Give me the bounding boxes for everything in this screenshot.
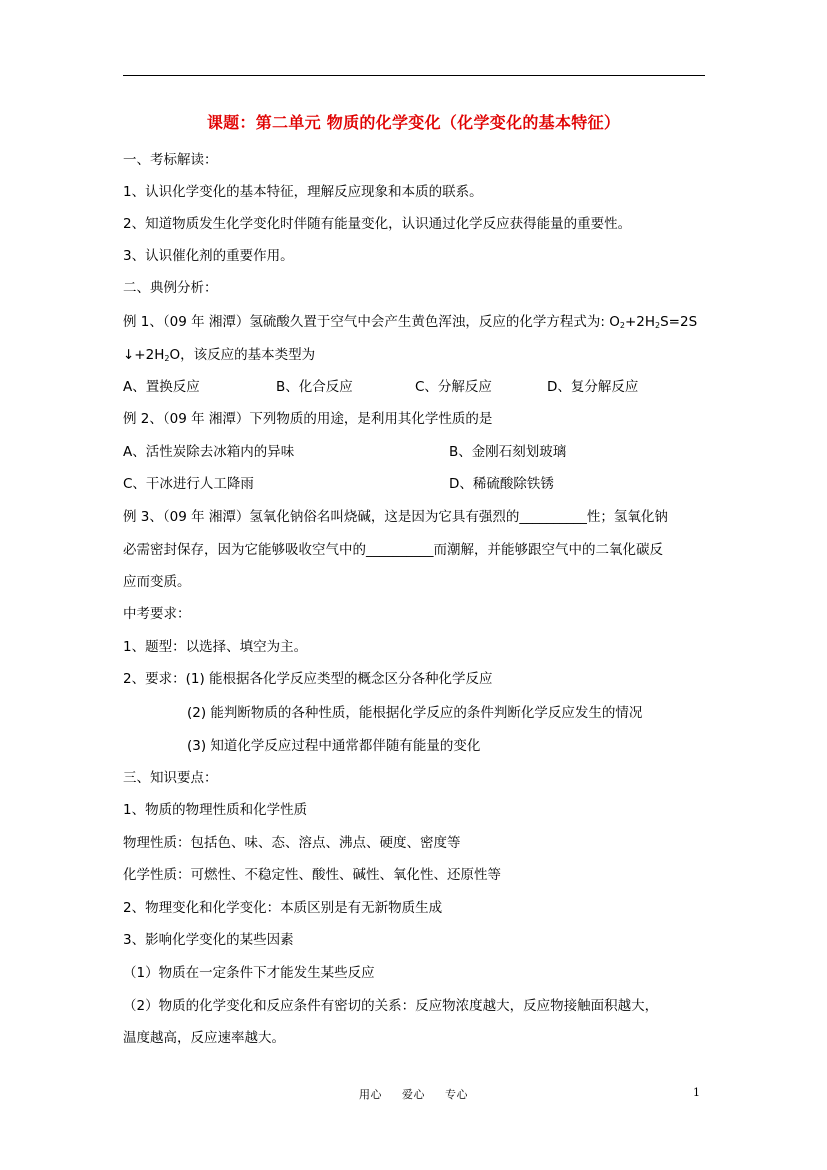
example-3-line-2: 必需密封保存，因为它能够吸收空气中的__________而潮解，并能够跟空气中的二氧化碳反 [123,542,663,558]
option-a: A、置换反应 [123,379,200,395]
example-3-line-1: 例 3、（09 年 湘潭）氢氧化钠俗名叫烧碱，这是因为它具有强烈的__________性；氢氧化钠 [123,509,668,525]
paragraph: 温度越高，反应速率越大。 [123,1030,285,1046]
header-rule [123,75,705,76]
paragraph: （1）物质在一定条件下才能发生某些反应 [123,965,375,981]
paragraph: (3) 知道化学反应过程中通常都伴随有能量的变化 [187,738,481,754]
text-run: ↓+2H [123,347,165,363]
example-1-line-2 [123,345,315,369]
section-heading-3: 三、知识要点： [123,770,218,786]
paragraph: 2、物理变化和化学变化：本质区别是有无新物质生成 [123,900,443,916]
option-c: C、分解反应 [415,379,492,395]
example-3-line-3: 应而变质。 [123,574,191,590]
page-footer [0,1086,827,1102]
option-c: C、干冰进行人工降雨 [123,476,254,492]
paragraph: （2）物质的化学变化和反应条件有密切的关系：反应物浓度越大，反应物接触面积越大， [123,998,659,1014]
text-run: O，该反应的基本类型为 [169,347,316,363]
paragraph: 3、认识催化剂的重要作用。 [123,248,294,264]
page-title: 课题：第二单元 物质的化学变化（化学变化的基本特征） [206,113,621,132]
footer-text: 用心 [359,1088,382,1101]
option-d: D、稀硫酸除铁锈 [449,476,554,492]
option-d: D、复分解反应 [547,379,639,395]
subscript: 2 [619,321,625,330]
option-b: B、金刚石刻划玻璃 [449,444,567,460]
subscript: 2 [164,354,170,363]
paragraph: 物理性质：包括色、味、态、溶点、沸点、硬度、密度等 [123,835,461,851]
page-number: 1 [693,1086,700,1099]
example-1-line-1 [123,312,697,336]
paragraph: 1、题型：以选择、填空为主。 [123,639,308,655]
requirements-heading: 中考要求： [123,606,191,622]
text-run: S=2S [660,314,698,330]
option-b: B、化合反应 [276,379,353,395]
option-a: A、活性炭除去冰箱内的异味 [123,444,295,460]
section-heading-1: 一、考标解读： [123,152,218,168]
paragraph: 化学性质：可燃性、不稳定性、酸性、碱性、氧化性、还原性等 [123,867,501,883]
paragraph: 1、物质的物理性质和化学性质 [123,802,308,818]
text-run: +2H [624,314,656,330]
paragraph: (2) 能判断物质的各种性质，能根据化学反应的条件判断化学反应发生的情况 [187,705,643,721]
footer-text: 爱心 [402,1088,425,1101]
footer-text: 专心 [445,1088,468,1101]
paragraph: 1、认识化学变化的基本特征，理解反应现象和本质的联系。 [123,184,483,200]
example-2-line-1: 例 2、（09 年 湘潭）下列物质的用途，是利用其化学性质的是 [123,411,493,427]
text-run: 例 1、（09 年 湘潭）氢硫酸久置于空气中会产生黄色浑浊，反应的化学方程式为: O [123,314,620,330]
paragraph: 2、要求：(1) 能根据各化学反应类型的概念区分各种化学反应 [123,671,493,687]
paragraph: 3、影响化学变化的某些因素 [123,932,294,948]
subscript: 2 [655,321,661,330]
paragraph: 2、知道物质发生化学变化时伴随有能量变化，认识通过化学反应获得能量的重要性。 [123,216,632,232]
section-heading-2: 二、典例分析： [123,280,218,296]
